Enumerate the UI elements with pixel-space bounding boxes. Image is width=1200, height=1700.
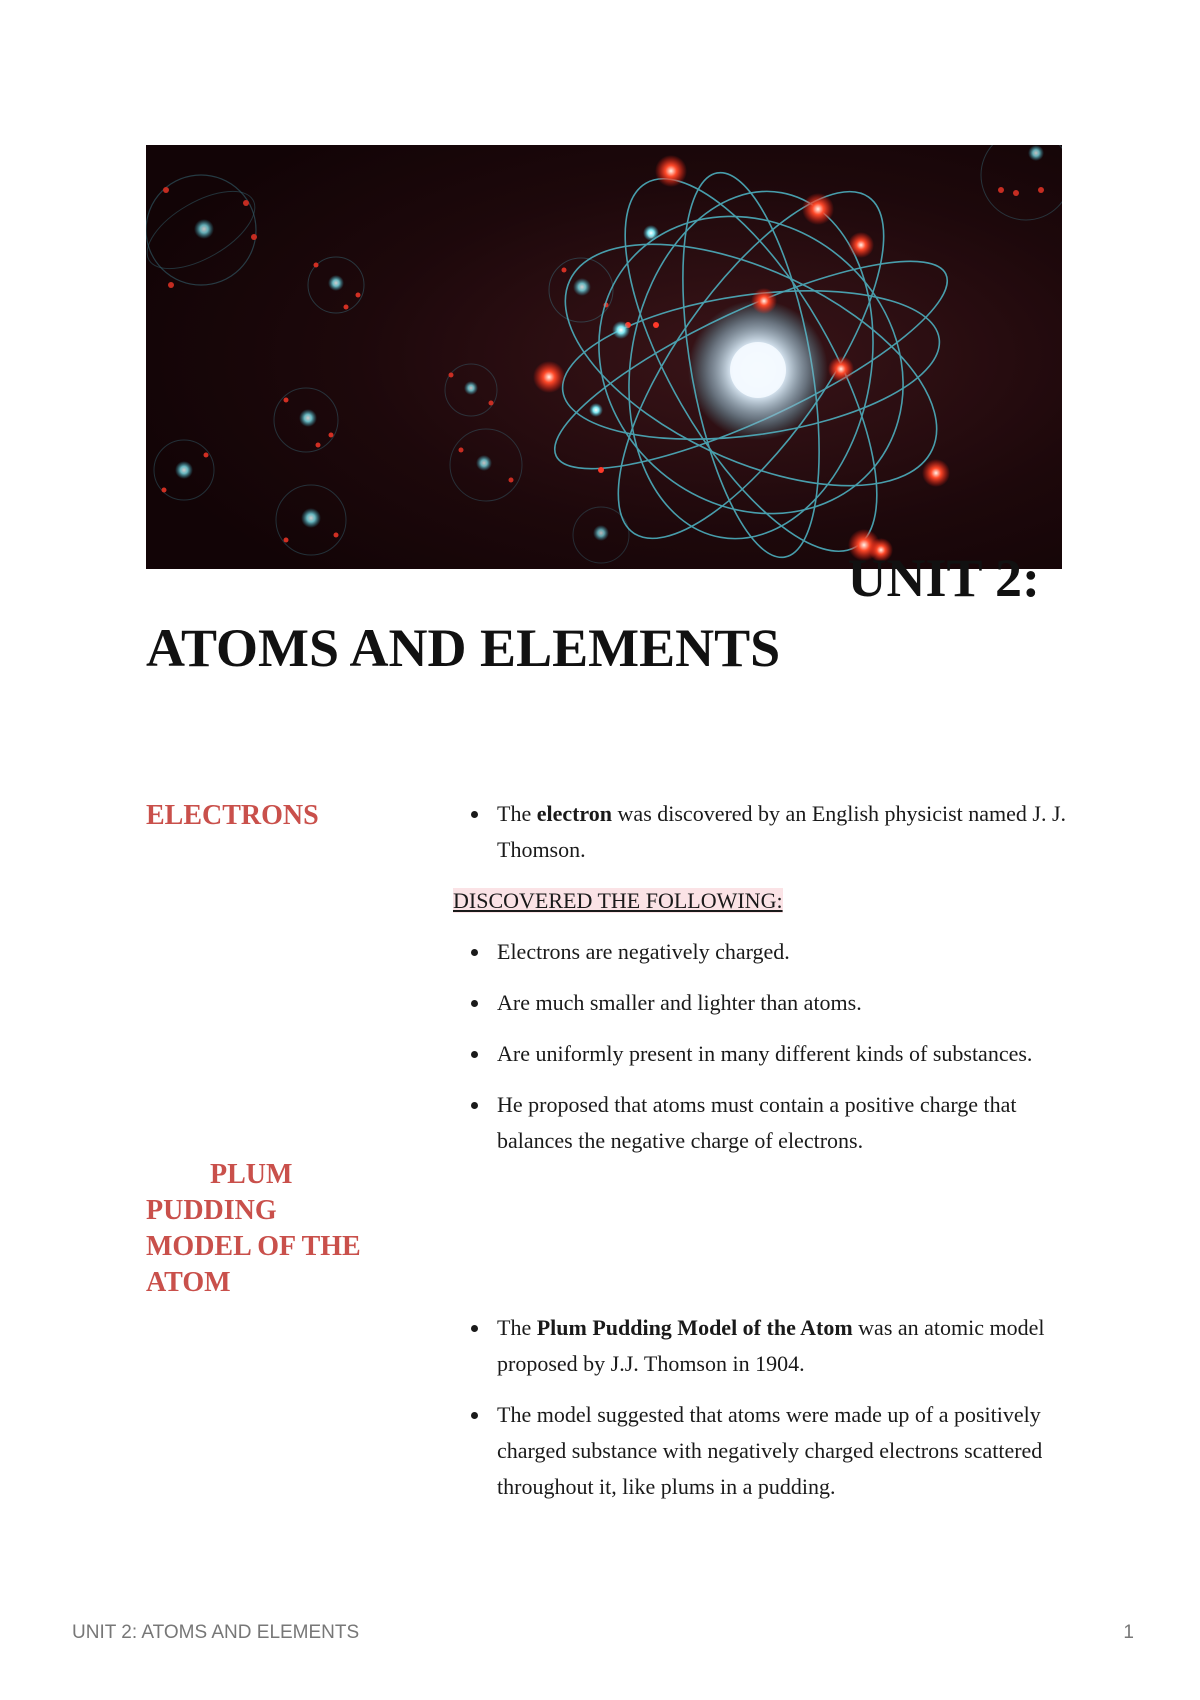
list-item: Are much smaller and lighter than atoms. — [453, 985, 1073, 1021]
heading-line: MODEL OF THE — [146, 1231, 361, 1262]
plum-pudding-list — [453, 1310, 1073, 1505]
atom-illustration — [146, 145, 1062, 569]
heading-line: PUDDING — [146, 1195, 277, 1226]
list-item: He proposed that atoms must contain a positive charge that balances the negative charge of electrons. — [453, 1087, 1073, 1159]
footer-title: UNIT 2: ATOMS AND ELEMENTS — [72, 1622, 360, 1643]
discovered-label-text: DISCOVERED THE FOLLOWING: — [453, 888, 783, 913]
list-item: Are uniformly present in many different kinds of substances. — [453, 1036, 1073, 1072]
text-run: The — [497, 801, 537, 826]
section-heading-electrons: ELECTRONS — [146, 800, 319, 831]
bold-term: electron — [536, 801, 613, 826]
heading-line: PLUM — [210, 1159, 293, 1190]
electrons-intro-list — [453, 796, 1073, 868]
electrons-findings-list — [453, 934, 1073, 1159]
list-item: The model suggested that atoms were made up of a positively charged substance with negatively charged electrons scattered throughout it, like plums in a pudding. — [453, 1397, 1073, 1505]
bold-term: Plum Pudding Model of the Atom — [536, 1315, 853, 1340]
page-number: 1 — [1123, 1622, 1134, 1643]
list-item — [453, 796, 1073, 868]
header-image — [146, 145, 1062, 569]
list-item — [453, 1310, 1073, 1382]
discovered-label — [453, 883, 1073, 919]
heading-line: ATOM — [146, 1267, 231, 1298]
electrons-content — [453, 796, 1073, 1174]
section-heading-plum-pudding — [146, 1157, 406, 1301]
title-line-topic: ATOMS AND ELEMENTS — [146, 618, 781, 678]
title-line-unit: UNIT 2: — [847, 548, 1040, 608]
list-item: Electrons are negatively charged. — [453, 934, 1073, 970]
plum-pudding-content — [453, 1310, 1073, 1520]
text-run: was discovered by an English physicist named J. J. Thomson. — [497, 801, 1067, 862]
text-run: The — [497, 1315, 537, 1340]
text-run: was an atomic model proposed by J.J. Thomson in 1904. — [497, 1315, 1045, 1376]
